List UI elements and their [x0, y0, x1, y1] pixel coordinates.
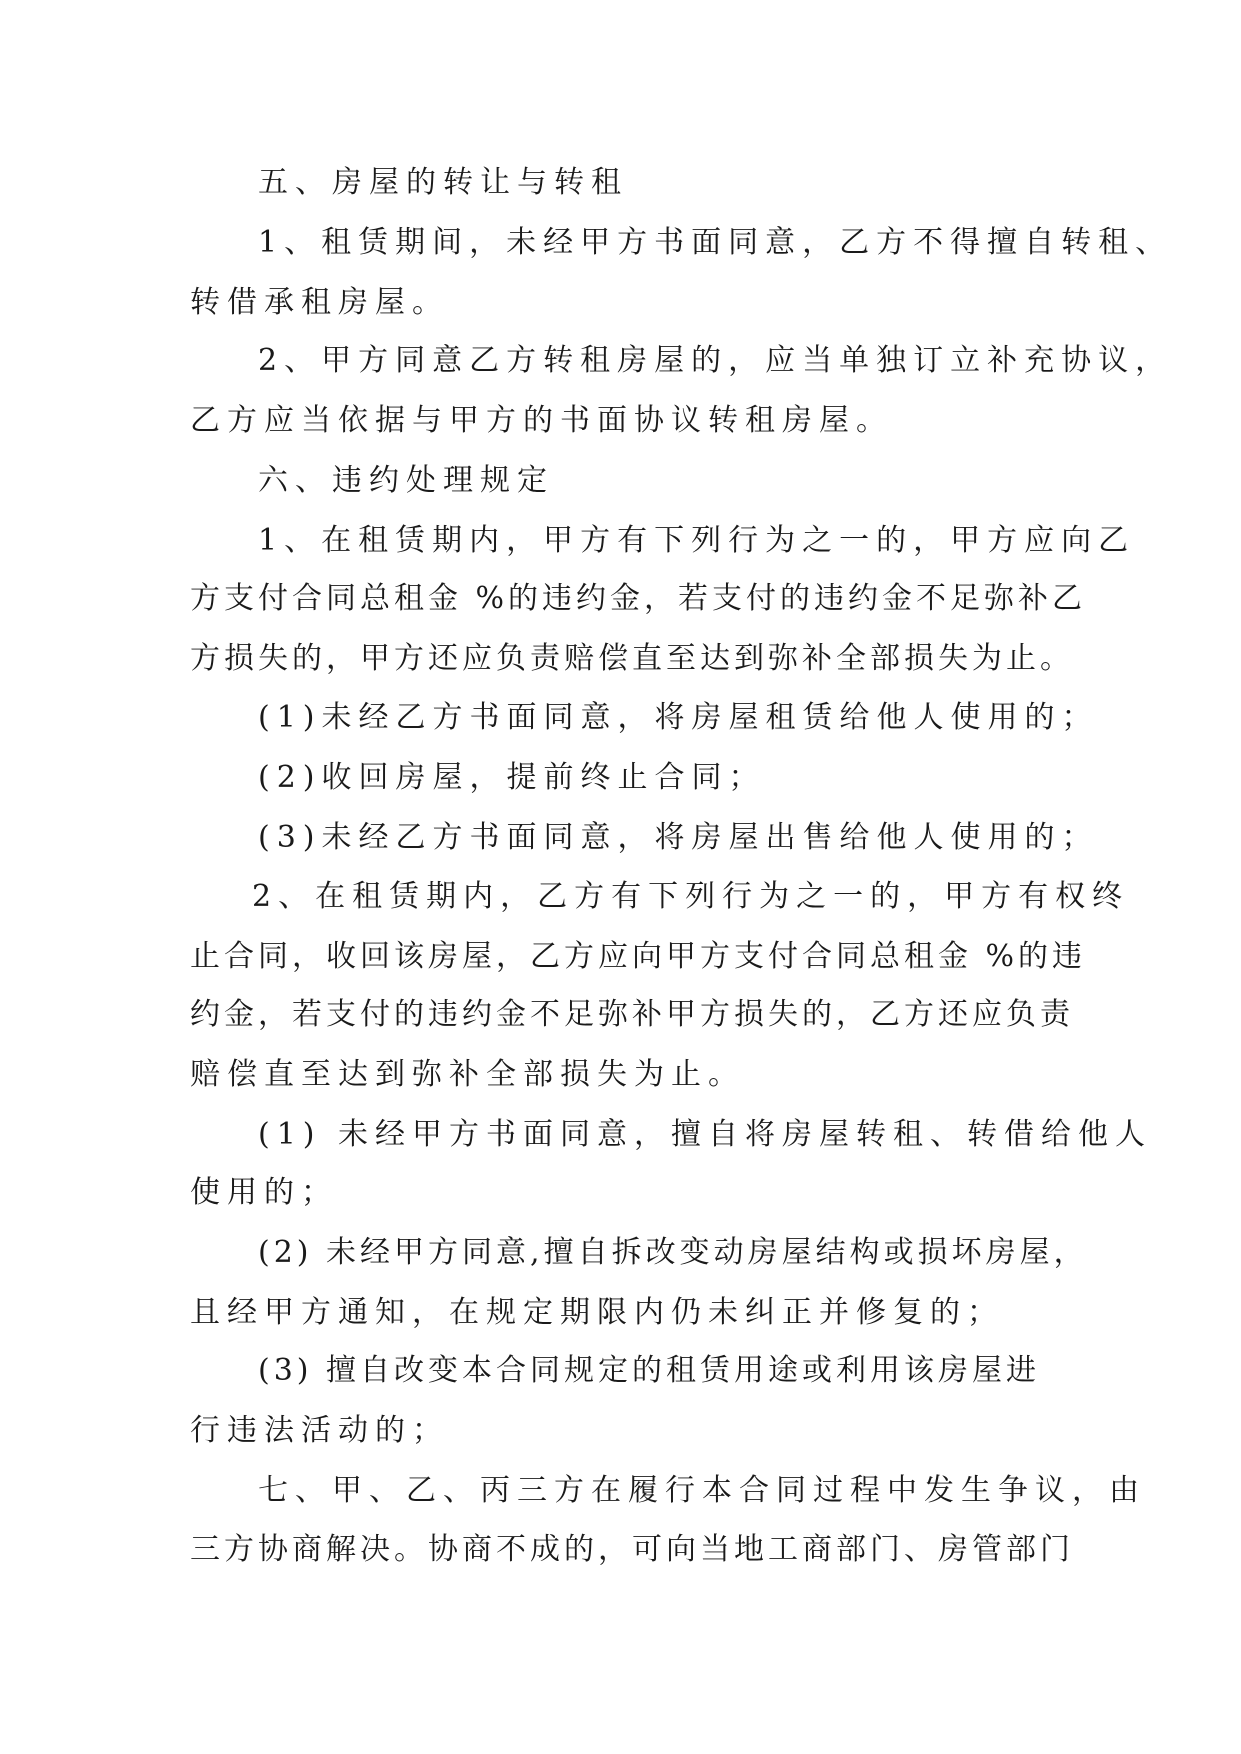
list-item: (2) 未经甲方同意,擅自拆改变动房屋结构或损坏房屋，	[258, 1235, 1088, 1270]
list-item: (1) 未经甲方书面同意，擅自将房屋转租、转借给他人	[258, 1117, 1153, 1152]
list-item: (3)未经乙方书面同意，将房屋出售给他人使用的；	[258, 820, 1099, 855]
paragraph-line: 2、甲方同意乙方转租房屋的，应当单独订立补充协议，	[258, 343, 1173, 378]
paragraph-line: 方支付合同总租金 %的违约金，若支付的违约金不足弥补乙	[190, 581, 1087, 616]
paragraph-line: 方损失的，甲方还应负责赔偿直至达到弥补全部损失为止。	[190, 641, 1074, 676]
paragraph-line: 乙方应当依据与甲方的书面协议转租房屋。	[190, 403, 893, 438]
paragraph-line: 使用的；	[190, 1175, 338, 1210]
section-heading-seven: 七、甲、乙、丙三方在履行本合同过程中发生争议，由	[258, 1473, 1146, 1508]
paragraph-line: 止合同，收回该房屋，乙方应向甲方支付合同总租金 %的违	[190, 939, 1087, 974]
section-heading-six: 六、违约处理规定	[258, 463, 554, 498]
section-heading-five: 五、房屋的转让与转租	[258, 165, 628, 200]
list-item: (3) 擅自改变本合同规定的租赁用途或利用该房屋进	[258, 1353, 1041, 1388]
paragraph-line: 行违法活动的；	[190, 1413, 449, 1448]
paragraph-line: 约金，若支付的违约金不足弥补甲方损失的，乙方还应负责	[190, 997, 1074, 1032]
paragraph-line: 三方协商解决。协商不成的，可向当地工商部门、房管部门	[190, 1532, 1074, 1567]
paragraph-line: 转借承租房屋。	[190, 285, 449, 320]
list-item: (1)未经乙方书面同意，将房屋租赁给他人使用的；	[258, 700, 1099, 735]
list-item: (2)收回房屋，提前终止合同；	[258, 760, 766, 795]
paragraph-line: 1、在租赁期内，甲方有下列行为之一的，甲方应向乙	[258, 523, 1136, 558]
paragraph-line: 2、在租赁期内，乙方有下列行为之一的，甲方有权终	[252, 879, 1130, 914]
paragraph-line: 赔偿直至达到弥补全部损失为止。	[190, 1057, 745, 1092]
paragraph-line: 且经甲方通知，在规定期限内仍未纠正并修复的；	[190, 1295, 1004, 1330]
paragraph-line: 1、租赁期间，未经甲方书面同意，乙方不得擅自转租、	[258, 225, 1173, 260]
